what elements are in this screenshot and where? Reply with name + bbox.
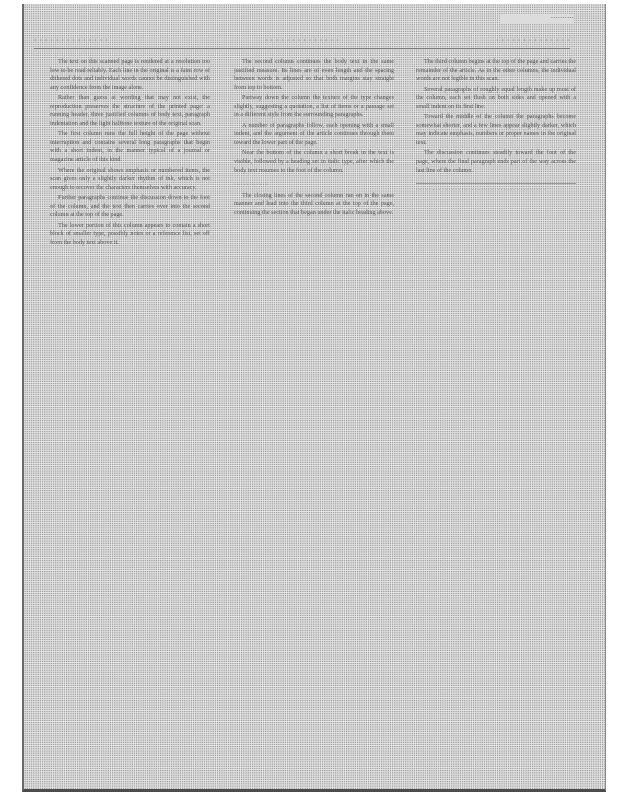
paragraph: Toward the middle of the column the paragraphs become somewhat shorter, and a few lines appear slightly darker, which may indicate emphasis, numbers or proper names in the original text.	[416, 113, 576, 146]
text-column-1	[50, 58, 210, 764]
paragraph: The closing lines of the second column run on in the same manner and lead into the third column at the top of the page, continuing the section that began under the italic heading above.	[234, 191, 394, 216]
running-header	[34, 34, 570, 46]
running-header-left: · · · · · · · · · · · · · ·	[34, 35, 109, 45]
header-rule	[34, 48, 570, 49]
paragraph: The lower portion of this column appears to contain a short block of smaller type, possibly notes or a reference list, set off from the body text above it.	[50, 221, 210, 246]
paragraph: Near the bottom of the column a short break in the text is visible, followed by a heading set in italic type, after which the body text resumes to the foot of the column.	[234, 149, 394, 174]
text-column-3	[416, 58, 576, 764]
running-header-center: · · · · · · · · · · · · · ·	[264, 35, 340, 45]
paragraph: A number of paragraphs follow, each opening with a small indent, and the argument of the article continues through them toward the lower part of the page.	[234, 121, 394, 146]
paragraph: The first column runs the full height of the page without interruption and contains several long paragraphs that begin with a short indent, in the manner typical of a journal or magazine article of this kind.	[50, 130, 210, 164]
text-column-2	[234, 58, 394, 764]
paragraph: The text on this scanned page is rendered at a resolution too low to be read reliably. Each line in the original is a faint row of dithered dots and individual words cannot be distinguished with any confidence from the image alone.	[50, 58, 210, 91]
paragraph: The second column continues the body text in the same justified measure. Its lines are of even length and the spacing between words is adjusted so that both margins stay straight from top to bottom.	[234, 58, 394, 91]
paragraph: Further paragraphs continue the discussion down to the foot of the column, and the text then carries over into the second column at the top of the page.	[50, 194, 210, 219]
section-subhead: · · · · · · · · · · ·	[234, 181, 268, 189]
running-header-right: · · · · · · · · · · · · · ·	[495, 35, 570, 45]
paragraph: Several paragraphs of roughly equal length make up most of the column, each set flush on both sides and opened with a small indent on its first line.	[416, 85, 576, 110]
paragraph: Where the original shows emphasis or numbered items, the scan gives only a slightly darker rhythm of ink, which is not enough to recover the characters themselves with accuracy.	[50, 166, 210, 191]
paragraph: Rather than guess at wording that may not exist, the reproduction preserves the structure of the printed page: a running header, three justified columns of body text, paragraph indentation and the light halftone texture of the original scan.	[50, 94, 210, 127]
paragraph: The discussion continues steadily toward the foot of the page, where the final paragraph ends part of the way across the last line of the column.	[416, 149, 576, 174]
paragraph: Partway down the column the texture of the type changes slightly, suggesting a quotation, a list of items or a passage set in a different style from the surrounding paragraphs.	[234, 94, 394, 119]
page-marker: ··········	[500, 14, 574, 24]
paragraph: The third column begins at the top of the page and carries the remainder of the article. As in the other columns, the individual words are not legible in this scan.	[416, 58, 576, 83]
footnote: · · · · · · · · · · · · · · · · · · · · · · · · · · · · · · · · · · · · · · · ·	[416, 183, 576, 195]
